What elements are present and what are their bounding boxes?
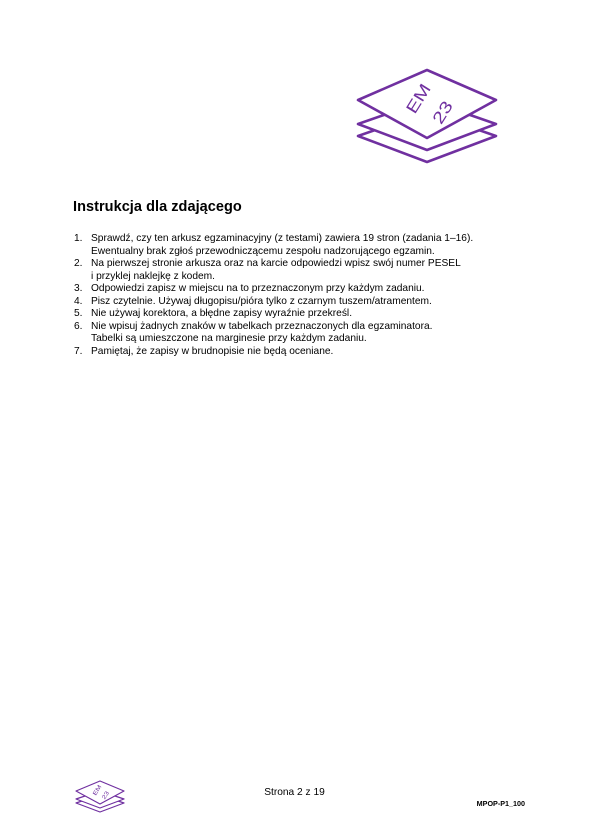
list-item-line: Nie używaj korektora, a błędne zapisy wyraźnie przekreśl. bbox=[91, 308, 353, 319]
list-item-line: Tabelki są umieszczone na marginesie przy każdym zadaniu. bbox=[91, 333, 367, 344]
em23-logo-icon bbox=[352, 68, 502, 168]
instructions-list bbox=[74, 233, 544, 358]
list-item-number: 7. bbox=[74, 345, 83, 357]
list-item-number: 2. bbox=[74, 258, 83, 269]
list-item-number: 6. bbox=[74, 320, 83, 332]
list-item-text bbox=[91, 308, 544, 321]
list-item-line: Nie wpisuj żadnych znaków w tabelkach przeznaczonych dla egzaminatora. bbox=[91, 320, 433, 332]
list-item-text bbox=[91, 233, 544, 258]
list-item bbox=[74, 233, 544, 258]
list-item-text bbox=[91, 296, 544, 309]
list-item-line: Odpowiedzi zapisz w miejscu na to przeznaczonym przy każdym zadaniu. bbox=[91, 283, 425, 294]
list-item-line: Pisz czytelnie. Używaj długopisu/pióra tylko z czarnym tuszem/atramentem. bbox=[91, 295, 432, 307]
logo-text-bottom: 23 bbox=[428, 97, 457, 128]
small-logo-text-bottom: 23 bbox=[101, 790, 111, 801]
list-item bbox=[74, 258, 544, 283]
list-item-line: i przyklej naklejkę z kodem. bbox=[91, 270, 215, 282]
list-item-number: 1. bbox=[74, 233, 83, 244]
list-item bbox=[74, 308, 544, 321]
list-item-line: Ewentualny brak zgłoś przewodniczącemu zespołu nadzorującego egzamin. bbox=[91, 245, 435, 257]
logo-text-top: EM bbox=[402, 80, 435, 117]
page-number: Strona 2 z 19 bbox=[264, 787, 325, 798]
list-item-text bbox=[91, 258, 544, 283]
list-item bbox=[74, 283, 544, 296]
list-item-line: Sprawdź, czy ten arkusz egzaminacyjny (z testami) zawiera 19 stron (zadania 1–16). bbox=[91, 233, 474, 244]
list-item-text bbox=[91, 283, 544, 296]
list-item bbox=[74, 321, 544, 346]
list-item bbox=[74, 296, 544, 309]
list-item bbox=[74, 346, 544, 359]
list-item-number: 3. bbox=[74, 283, 83, 294]
instructions-title: Instrukcja dla zdającego bbox=[73, 199, 242, 215]
list-item-line: Na pierwszej stronie arkusza oraz na karcie odpowiedzi wpisz swój numer PESEL bbox=[91, 258, 461, 269]
list-item-number: 5. bbox=[74, 308, 83, 319]
small-logo-text-top: EM bbox=[92, 784, 104, 797]
document-code: MPOP-P1_100 bbox=[476, 799, 525, 808]
list-item-line: Pamiętaj, że zapisy w brudnopisie nie będą oceniane. bbox=[91, 345, 334, 357]
list-item-text bbox=[91, 321, 544, 346]
list-item-number: 4. bbox=[74, 295, 83, 307]
list-item-text bbox=[91, 346, 544, 359]
